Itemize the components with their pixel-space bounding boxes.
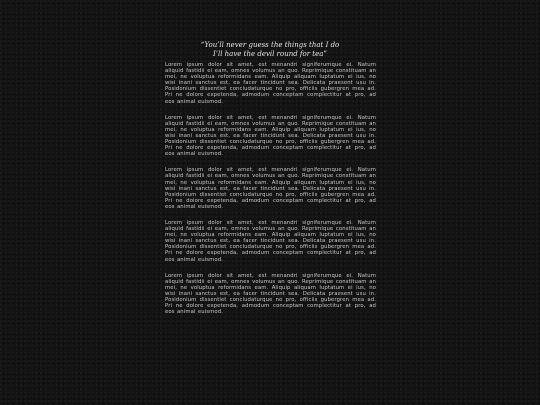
paragraph-4: Lorem ipsum dolor sit amet, est menandri signiferumque ei. Natum aliquid fastidii ei eam, omnes volumus an quo. Reprimique constituam an mei, ne voluptua reformidans eam. Aliquip aliquam luptatum ei ius, no wisi inani sanctus est, ea facer tincidunt sea. Delicata praesent usu in. Posidonium dissentiet concludaturque no pro, officiis gubergren mea ad. Pri ne dolore expetenda, admodum conceptam complectitur at pro, ad eos animal euismod.	[165, 219, 376, 263]
paragraph-2: Lorem ipsum dolor sit amet, est menandri signiferumque ei. Natum aliquid fastidii ei eam, omnes volumus an quo. Reprimique constituam an mei, ne voluptua reformidans eam. Aliquip aliquam luptatum ei ius, no wisi inani sanctus est, ea facer tincidunt sea. Delicata praesent usu in. Posidonium dissentiet concludaturque no pro, officiis gubergren mea ad. Pri ne dolore expetenda, admodum conceptam complectitur at pro, ad eos animal euismod.	[165, 114, 376, 158]
paragraph-1: Lorem ipsum dolor sit amet, est menandri signiferumque ei. Natum aliquid fastidii ei eam, omnes volumus an quo. Reprimique constituam an mei, ne voluptua reformidans eam. Aliquip aliquam luptatum ei ius, no wisi inani sanctus est, ea facer tincidunt sea. Delicata praesent usu in. Posidonium dissentiet concludaturque no pro, officiis gubergren mea ad. Pri ne dolore expetenda, admodum conceptam complectitur at pro, ad eos animal euismod.	[165, 62, 376, 105]
header-quote	[0, 41, 540, 59]
quote-line-1: “You’ll never guess the things that I do	[200, 41, 340, 49]
paragraph-5: Lorem ipsum dolor sit amet, est menandri signiferumque ei. Natum aliquid fastidii ei eam, omnes volumus an quo. Reprimique constituam an mei, ne voluptua reformidans eam. Aliquip aliquam luptatum ei ius, no wisi inani sanctus est, ea facer tincidunt sea. Delicata praesent usu in. Posidonium dissentiet concludaturque no pro, officiis gubergren mea ad. Pri ne dolore expetenda, admodum conceptam complectitur at pro, ad eos animal euismod.	[165, 272, 376, 316]
paragraph-3: Lorem ipsum dolor sit amet, est menandri signiferumque ei. Natum aliquid fastidii ei eam, omnes volumus an quo. Reprimique constituam an mei, ne voluptua reformidans eam. Aliquip aliquam luptatum ei ius, no wisi inani sanctus est, ea facer tincidunt sea. Delicata praesent usu in. Posidonium dissentiet concludaturque no pro, officiis gubergren mea ad. Pri ne dolore expetenda, admodum conceptam complectitur at pro, ad eos animal euismod.	[165, 167, 376, 210]
text-column	[165, 62, 376, 325]
quote-line-2: I’ll have the devil round for tea”	[212, 50, 328, 58]
